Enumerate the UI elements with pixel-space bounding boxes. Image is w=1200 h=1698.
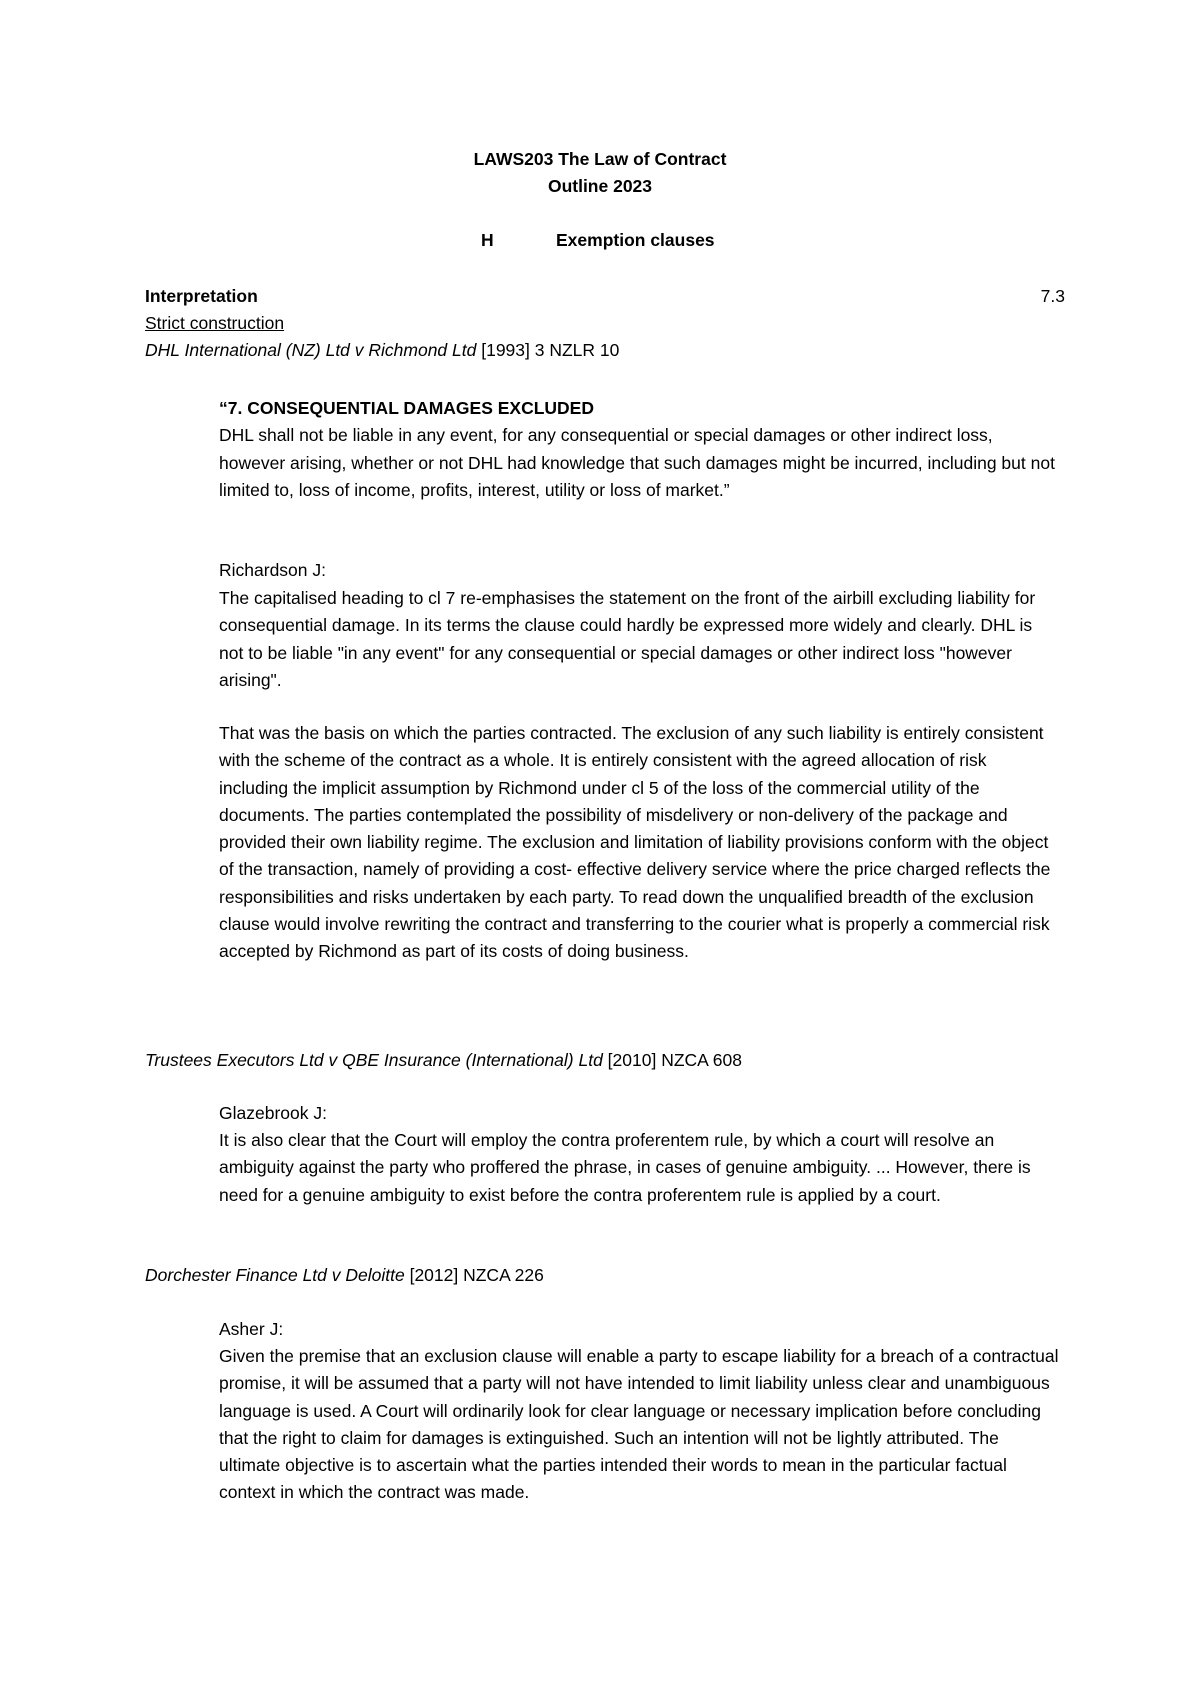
outline-year: Outline 2023 bbox=[547, 176, 653, 196]
part-letter: H bbox=[481, 230, 494, 250]
richardson-para-2: That was the basis on which the parties contracted. The exclusion of any such liability is entirely consistent with the scheme of the contract as a whole. It is entirely consistent with the agreed allocation of risk including the implicit assumption by Richmond under cl 5 of the loss of the commercial utility of the documents. The parties contemplated the possibility of misdelivery or non-delivery of the package and provided their own liability regime. The exclusion and limitation of liability provisions conform with the object of the transaction, namely of providing a cost- effective delivery service where the price charged reflects the responsibilities and risks undertaken by each party. To read down the unqualified breadth of the exclusion clause would involve rewriting the contract and transferring to the courier what is properly a commercial risk accepted by Richmond as part of its costs of doing business. bbox=[219, 723, 1051, 962]
case-name: DHL International (NZ) Ltd v Richmond Ltd bbox=[145, 340, 477, 360]
case-citation-trustees bbox=[145, 1047, 1065, 1074]
richardson-para-1: The capitalised heading to cl 7 re-emphasises the statement on the front of the airbill excluding liability for consequential damage. In its terms the clause could hardly be expressed more widely and clearly. DHL is not to be liable "in any event" for any consequential or special damages or other indirect loss "however arising". bbox=[219, 588, 1036, 690]
case-citation: [2010] NZCA 608 bbox=[602, 1050, 742, 1070]
judge-glazebrook: Glazebrook J: bbox=[219, 1103, 327, 1123]
case-name: Trustees Executors Ltd v QBE Insurance (International) Ltd bbox=[145, 1050, 603, 1070]
section-heading bbox=[145, 283, 1065, 310]
judge-asher: Asher J: bbox=[219, 1319, 284, 1339]
quote-body: DHL shall not be liable in any event, for any consequential or special damages or other indirect loss, however arising, whether or not DHL had knowledge that such damages might be incurred, including but not limited to, loss of income, profits, interest, utility or loss of market.” bbox=[219, 425, 1055, 500]
part-title: Exemption clauses bbox=[556, 230, 715, 250]
section-ref: 7.3 bbox=[1040, 286, 1065, 306]
case-citation: [2012] NZCA 226 bbox=[404, 1265, 544, 1285]
case-name: Dorchester Finance Ltd v Deloitte bbox=[145, 1265, 405, 1285]
section-title: Interpretation bbox=[145, 286, 258, 306]
quote-heading: “7. CONSEQUENTIAL DAMAGES EXCLUDED bbox=[219, 398, 594, 418]
quote-clause-7 bbox=[219, 395, 1059, 504]
case-citation-dhl bbox=[145, 337, 1065, 364]
judge-richardson: Richardson J: bbox=[219, 560, 326, 580]
glazebrook-para-1: It is also clear that the Court will employ the contra proferentem rule, by which a court will resolve an ambiguity against the party who proffered the phrase, in cases of genuine ambiguity. ... However, there is need for a genuine ambiguity to exist before the contra proferentem rule is applied by a court. bbox=[219, 1130, 1031, 1205]
case-citation: [1993] 3 NZLR 10 bbox=[476, 340, 620, 360]
asher-para-1: Given the premise that an exclusion clause will enable a party to escape liability for a breach of a contractual promise, it will be assumed that a party will not have intended to limit liability unless clear and unambiguous language is used. A Court will ordinarily look for clear language or necessary implication before concluding that the right to claim for damages is extinguished. Such an intention will not be lightly attributed. The ultimate objective is to ascertain what the parties intended their words to mean in the particular factual context in which the contract was made. bbox=[219, 1346, 1059, 1503]
subheading-strict-construction: Strict construction bbox=[145, 313, 285, 333]
case-citation-dorchester bbox=[145, 1262, 1065, 1289]
course-title: LAWS203 The Law of Contract bbox=[473, 149, 727, 169]
